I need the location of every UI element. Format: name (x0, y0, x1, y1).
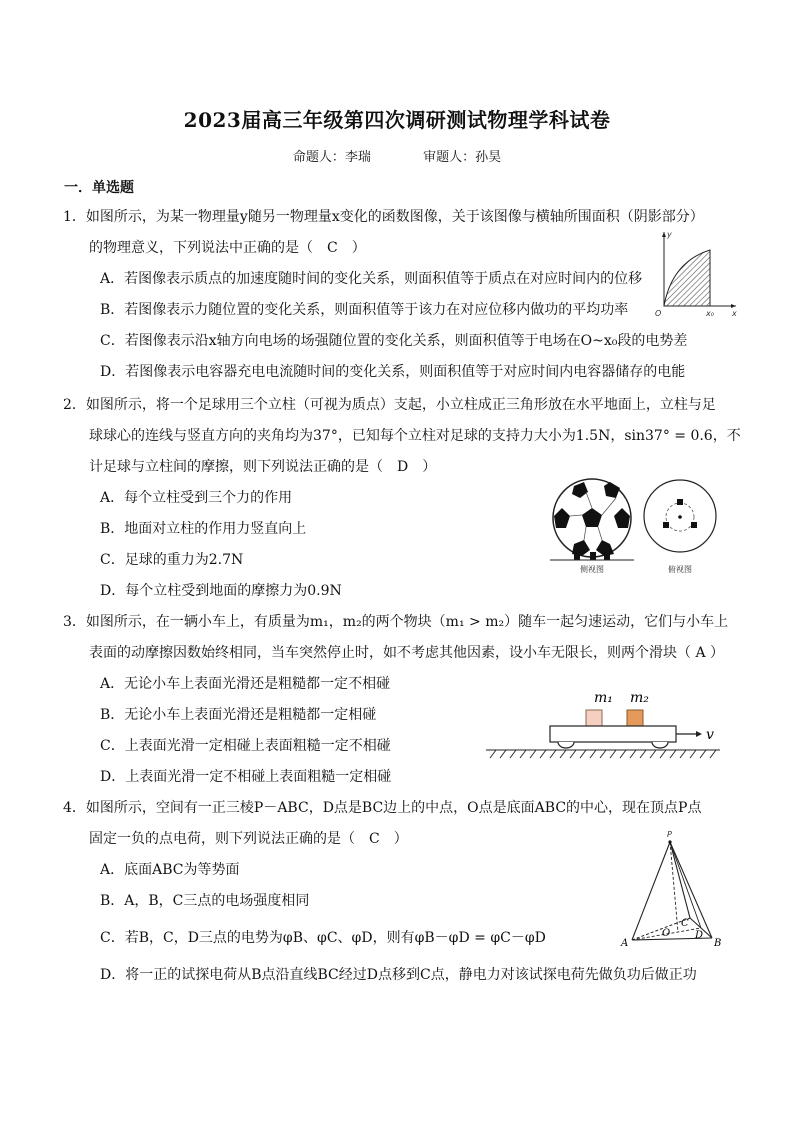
q2-stem-line2: 球球心的连线与竖直方向的夹角均为37°，已知每个立柱对足球的支持力大小为1.5N，sin37° = 0.6，不 (89, 428, 741, 444)
x-axis-label: x (732, 309, 737, 318)
q1-option-d: D．若图像表示电容器充电电流随时间的变化关系，则面积值等于对应时间内电容器储存的电能 (100, 364, 686, 380)
top-view-caption: 俯视图 (668, 565, 692, 574)
x-axis-arrow-icon (731, 304, 736, 308)
setter-label: 命题人：李瑞 (292, 150, 371, 165)
block-m2 (627, 710, 643, 726)
y-axis-label: y (667, 230, 672, 239)
authors-line (0, 146, 794, 165)
section-heading: 一．单选题 (64, 180, 134, 196)
q2-stem-line1: 2．如图所示，将一个足球用三个立柱（可视为质点）支起，小立柱成正三角形放在水平地面上，立柱与足 (63, 397, 716, 413)
velocity-label: v (706, 727, 714, 743)
cart-wheel-left (558, 742, 574, 748)
q1-option-c: C．若图像表示沿x轴方向电场的场强随位置的变化关系，则面积值等于电场在O~x₀段的电势差 (100, 333, 688, 349)
q4-option-c: C．若B，C，D三点的电势为φB、φC、φD，则有φB－φD = φC－φD (100, 930, 546, 946)
top-pillar-1 (677, 499, 683, 505)
block-m1 (586, 710, 602, 726)
q1-stem-line1: 1．如图所示，为某一物理量y随另一物理量x变化的函数图像，关于该图像与横轴所围面积（阴影部分） (63, 209, 704, 225)
q3-option-d: D．上表面光滑一定不相碰上表面粗糙一定相碰 (100, 769, 392, 785)
q2-stem-line3: 计足球与立柱间的摩擦，则下列说法正确的是（ D ） (89, 459, 437, 475)
cart-wheel-right (652, 742, 668, 748)
y-axis-arrow-icon (662, 232, 666, 237)
q4-figure (618, 826, 728, 952)
q1-option-b: B．若图像表示力随位置的变化关系，则面积值等于该力在对应位移内做功的平均功率 (100, 302, 629, 318)
page-title: 2023届高三年级第四次调研测试物理学科试卷 (183, 108, 611, 132)
ground-hatching (490, 750, 716, 758)
q2-option-d: D．每个立柱受到地面的摩擦力为0.9N (100, 583, 342, 599)
label-C: C (681, 918, 689, 929)
q3-option-a: A．无论小车上表面光滑还是粗糙都一定不相碰 (100, 676, 391, 692)
line-PD (670, 842, 701, 928)
q2-option-c: C．足球的重力为2.7N (100, 552, 244, 568)
q1-figure (650, 226, 740, 320)
top-pillar-3 (691, 522, 697, 528)
pillar-left (574, 550, 580, 560)
q3-stem-line1: 3．如图所示，在一辆小车上，有质量为m₁，m₂的两个物块（m₁ > m₂）随车一起匀速运动，它们与小车上 (63, 614, 729, 630)
side-view-caption: 侧视图 (580, 565, 604, 574)
q4-option-d: D．将一正的试探电荷从B点沿直线BC经过D点移到C点，静电力对该试探电荷先做负功后做正功 (100, 967, 697, 983)
label-B: B (714, 938, 722, 949)
label-D: D (695, 930, 704, 941)
label-A: A (621, 938, 629, 949)
q2-figure (544, 478, 722, 576)
pillar-middle (590, 552, 596, 560)
q4-stem-line2: 固定一负的点电荷，则下列说法正确的是（ C ） (89, 831, 408, 847)
q3-stem-line2: 表面的动摩擦因数始终相同，当车突然停止时，如不考虑其他因素，设小车无限长，则两个滑块（ A ） (89, 645, 725, 661)
q3-option-b: B．无论小车上表面光滑还是粗糙都一定相碰 (100, 707, 377, 723)
top-pillar-2 (663, 522, 669, 528)
soccer-ball-icon (553, 479, 631, 557)
x0-label: x₀ (706, 309, 714, 318)
label-P: P (667, 830, 672, 839)
q3-option-c: C．上表面光滑一定相碰上表面粗糙一定不相碰 (100, 738, 391, 754)
point-P (668, 840, 671, 843)
cart-body (550, 726, 676, 742)
edge-PA (632, 842, 670, 940)
q4-stem-line1: 4．如图所示，空间有一正三棱P－ABC，D点是BC边上的中点，O点是底面ABC的中心，现在顶点P点 (63, 800, 702, 816)
q4-option-a: A．底面ABC为等势面 (100, 862, 240, 878)
reviewer-label: 审题人：孙昊 (423, 150, 502, 165)
arrow-right-icon (696, 731, 702, 737)
q3-figure (486, 684, 722, 760)
q2-option-b: B．地面对立柱的作用力竖直向上 (100, 521, 307, 537)
q1-option-a: A．若图像表示质点的加速度随时间的变化关系，则面积值等于质点在对应时间内的位移 (100, 271, 643, 287)
pillar-right (604, 550, 610, 560)
m2-label: m₂ (630, 690, 649, 706)
shaded-area (664, 250, 710, 306)
m1-label: m₁ (594, 690, 613, 706)
q2-option-a: A．每个立柱受到三个力的作用 (100, 490, 293, 506)
origin-label: O (655, 309, 662, 318)
q4-option-b: B．A，B，C三点的电场强度相同 (100, 893, 310, 909)
top-view-center (678, 515, 682, 519)
q1-stem-line2: 的物理意义，下列说法中正确的是（ C ） (89, 240, 366, 256)
label-O: O (662, 928, 671, 939)
